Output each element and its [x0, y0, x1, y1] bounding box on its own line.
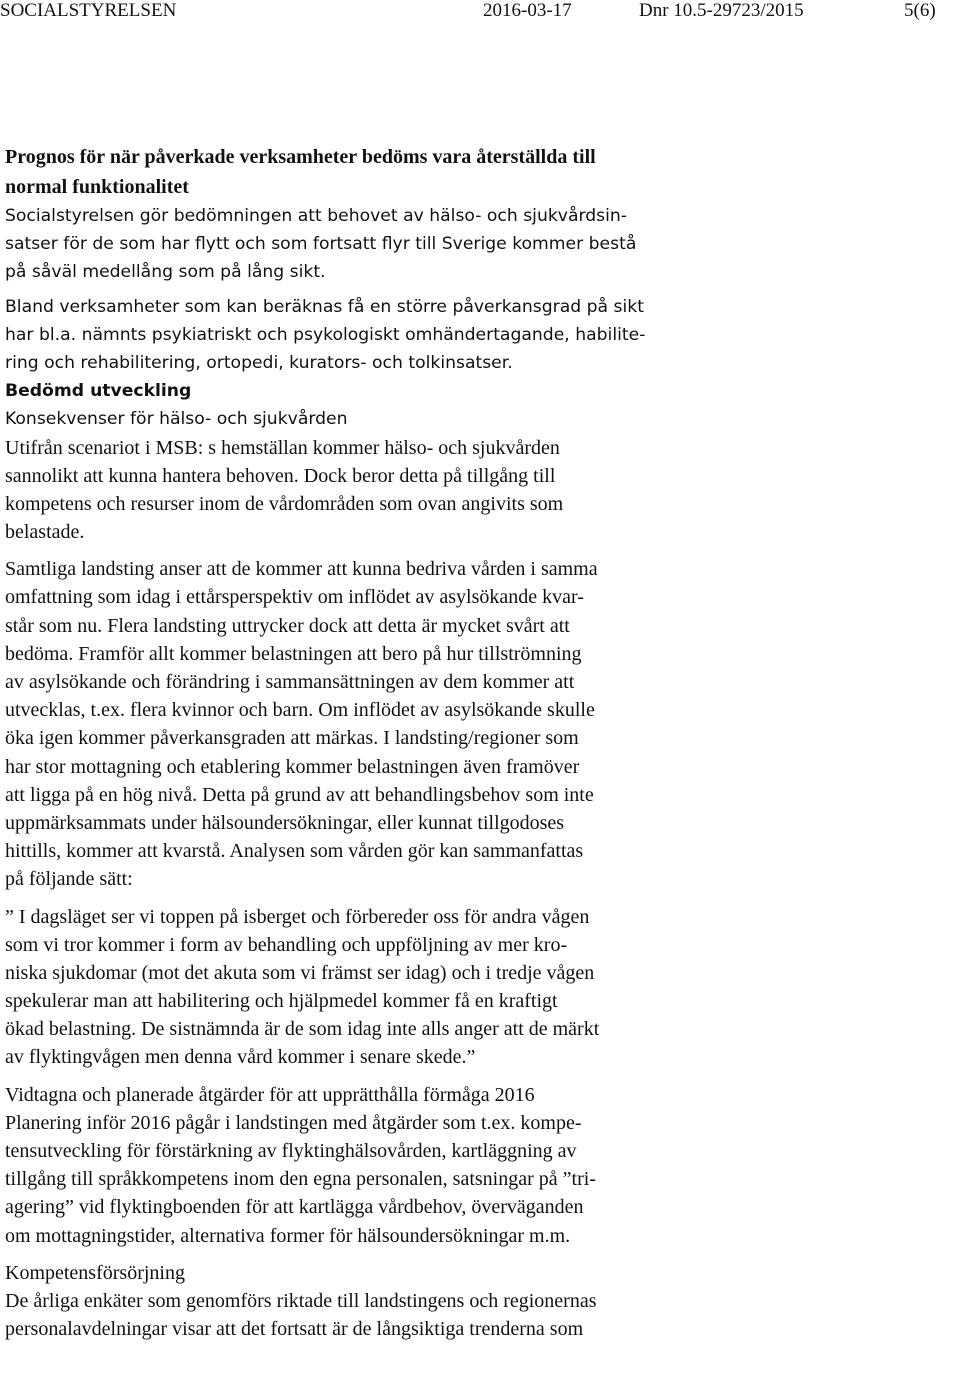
quote-block — [5, 903, 945, 1072]
header-date: 2016-03-17 — [483, 0, 572, 21]
paragraph-line: uppmärksammats under hälsoundersökningar, eller kunnat tillgodoses — [5, 811, 565, 834]
paragraph-line: av asylsökande och förändring i sammansättningen av dem kommer att — [5, 671, 575, 693]
paragraph-line: ring och rehabilitering, ortopedi, kurators- och tolkinsatser. — [5, 352, 513, 373]
section-title — [5, 142, 945, 202]
paragraph-arliga — [5, 1287, 945, 1343]
heading-line: Kompetensförsörjning — [5, 1261, 185, 1284]
heading-kompetensforsorjning — [5, 1259, 945, 1287]
heading-vidtagna-atgarder — [5, 1081, 945, 1109]
quote-line: niska sjukdomar (mot det akuta som vi främst ser idag) och i tredje vågen — [5, 961, 595, 984]
paragraph-line: bedöma. Framför allt kommer belastningen att bero på hur tillströmning — [5, 642, 582, 665]
paragraph-prognos — [5, 202, 945, 287]
paragraph-line: kompetens och resurser inom de vårdområden som ovan angivits som — [5, 492, 564, 515]
paragraph-line: står som nu. Flera landsting uttrycker dock att detta är mycket svårt att — [5, 614, 570, 637]
paragraph-line: Planering inför 2016 pågår i landstingen med åtgärder som t.ex. kompe- — [5, 1111, 582, 1134]
section-title-line: Prognos för när påverkade verksamheter bedöms vara återställda till — [5, 146, 596, 168]
paragraph-line: har stor mottagning och etablering kommer belastningen även framöver — [5, 755, 580, 778]
header-page-number: 5(6) — [904, 0, 936, 21]
paragraph-line: hittills, kommer att kvarstå. Analysen som vården gör kan sammanfattas — [5, 840, 584, 863]
paragraph-line: på såväl medellång som på lång sikt. — [5, 262, 326, 283]
paragraph-utifran — [5, 434, 945, 547]
page-header — [0, 0, 960, 24]
quote-line: spekulerar man att habilitering och hjälpmedel kommer få en kraftigt — [5, 990, 558, 1013]
heading-bedomd-utveckling — [5, 377, 945, 405]
paragraph-line: tillgång till språkkompetens inom den egna personalen, satsningar på ”tri- — [5, 1168, 596, 1191]
paragraph-line: har bl.a. nämnts psykiatriskt och psykologiskt omhändertagande, habilite- — [5, 324, 646, 345]
paragraph-line: Socialstyrelsen gör bedömningen att behovet av hälso- och sjukvårdsin- — [5, 206, 627, 226]
quote-line: ökad belastning. De sistnämnda är de som idag inte alls anger att de märkt — [5, 1018, 600, 1041]
quote-line: av flyktingvågen men denna vård kommer i senare skede.” — [5, 1046, 476, 1069]
paragraph-line: utvecklas, t.ex. flera kvinnor och barn. Om inflödet av asylsökande skulle — [5, 699, 595, 722]
paragraph-line: tensutveckling för förstärkning av flyktinghälsovården, kartläggning av — [5, 1140, 577, 1162]
document-body — [5, 142, 945, 1343]
paragraph-line: personalavdelningar visar att det fortsatt är de långsiktiga trenderna som — [5, 1318, 584, 1341]
heading-line: Bedömd utveckling — [5, 381, 192, 402]
paragraph-line: Utifrån scenariot i MSB: s hemställan kommer hälso- och sjukvården — [5, 436, 560, 459]
section-title-line: normal funktionalitet — [5, 176, 189, 198]
header-organization: SOCIALSTYRELSEN — [0, 0, 177, 21]
paragraph-line: Bland verksamheter som kan beräknas få en större påverkansgrad på sikt — [5, 296, 644, 317]
heading-line: Vidtagna och planerade åtgärder för att upprätthålla förmåga 2016 — [5, 1083, 535, 1106]
paragraph-line: Samtliga landsting anser att de kommer att kunna bedriva vården i samma — [5, 558, 598, 581]
paragraph-planering — [5, 1109, 945, 1250]
paragraph-line: omfattning som idag i ettårsperspektiv om inflödet av asylsökande kvar- — [5, 586, 584, 609]
quote-line: som vi tror kommer i form av behandling och uppföljning av mer kro- — [5, 933, 568, 956]
paragraph-line: om mottagningstider, alternativa former för hälsoundersökningar m.m. — [5, 1224, 571, 1247]
paragraph-bland — [5, 293, 945, 378]
paragraph-line: sannolikt att kunna hantera behoven. Dock beror detta på tillgång till — [5, 464, 556, 487]
paragraph-line: satser för de som har flytt och som fortsatt flyr till Sverige kommer bestå — [5, 234, 637, 255]
paragraph-line: De årliga enkäter som genomförs riktade till landstingens och regionernas — [5, 1289, 597, 1312]
paragraph-line: öka igen kommer påverkansgraden att märkas. I landsting/regioner som — [5, 727, 579, 750]
heading-konsekvenser — [5, 405, 945, 433]
quote-line: ” I dagsläget ser vi toppen på isberget och förbereder oss för andra vågen — [5, 905, 590, 928]
heading-line: Konsekvenser för hälso- och sjukvården — [5, 409, 348, 430]
paragraph-samtliga — [5, 555, 945, 893]
paragraph-line: på följande sätt: — [5, 868, 133, 891]
paragraph-line: belastade. — [5, 521, 85, 544]
paragraph-line: att ligga på en hög nivå. Detta på grund av att behandlingsbehov som inte — [5, 783, 594, 806]
header-dnr: Dnr 10.5-29723/2015 — [639, 0, 804, 21]
paragraph-line: agering” vid flyktingboenden för att kartlägga vårdbehov, överväganden — [5, 1196, 584, 1219]
